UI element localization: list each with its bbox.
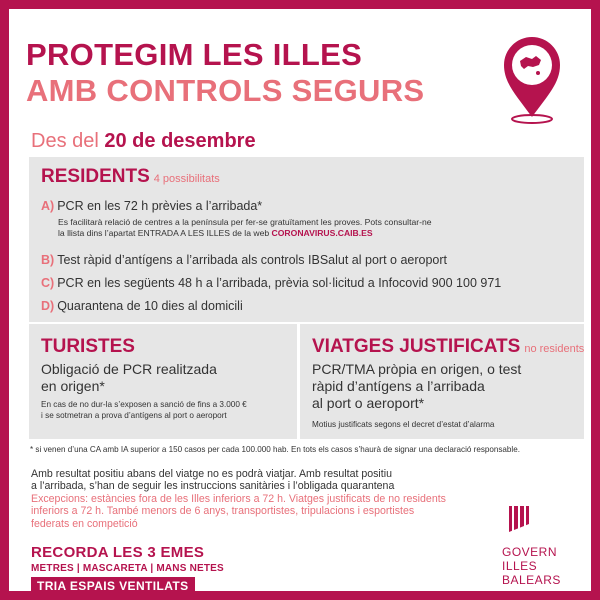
title-line2: AMB CONTROLS SEGURS — [26, 73, 425, 108]
justified-req-line3: al port o aeroport* — [312, 395, 425, 411]
justified-title — [312, 336, 584, 358]
location-pin-icon — [492, 27, 572, 127]
residents-option-b — [41, 253, 447, 267]
justified-requirement — [312, 361, 521, 412]
start-date-value: 20 de desembre — [104, 130, 256, 152]
footnote: * si venen d’una CA amb IA superior a 150 casos per cada 100.000 hab. En tots els casos s’haurà de signar una declaració responsable. — [30, 445, 520, 454]
tourists-requirement — [41, 361, 217, 395]
justified-req-line2: ràpid d’antígens a l’arribada — [312, 378, 485, 394]
exceptions-line2: inferiors a 72 h. També menors de 6 anys, transportistes, tripulacions i esportistes — [31, 505, 415, 518]
government-emblem-icon — [509, 506, 529, 532]
residents-title — [41, 166, 220, 188]
option-text: Quarantena de 10 dies al domicili — [57, 299, 243, 313]
justified-trips-panel — [300, 324, 584, 439]
justified-note: Motius justificats segons el decret d’estat d’alarma — [312, 420, 495, 429]
coronavirus-link[interactable]: CORONAVIRUS.CAIB.ES — [271, 228, 373, 238]
justified-title-text: VIATGES JUSTIFICATS — [312, 336, 521, 357]
option-text: PCR en les 72 h prèvies a l’arribada* — [57, 199, 263, 213]
remember-block — [31, 544, 224, 591]
tourists-req-line2: en origen* — [41, 378, 105, 394]
gov-line3: BALEARS — [502, 573, 561, 587]
residents-option-a-note — [58, 217, 432, 239]
government-name — [502, 545, 584, 587]
justified-subtitle: no residents — [524, 343, 585, 355]
start-date-prefix: Des del — [31, 130, 99, 152]
exceptions-line3: federats en competició — [31, 517, 138, 530]
note-line1: Es facilitarà relació de centres a la península per fer-se gratuïtament les proves. Pots consultar-ne — [58, 217, 432, 227]
start-date — [31, 130, 256, 153]
note-line2: la llista dins l’apartat ENTRADA A LES ILLES de la web — [58, 228, 270, 238]
option-letter: D) — [41, 299, 55, 313]
option-letter: B) — [41, 253, 55, 267]
title-line1: PROTEGIM LES ILLES — [26, 37, 363, 72]
tourists-panel — [29, 324, 297, 439]
result-line1: Amb resultat positiu abans del viatge no es podrà viatjar. Amb resultat positiu — [31, 468, 392, 480]
tourists-note-line2: i se sotmetran a prova d’antígens al port o aeroport — [41, 410, 227, 420]
residents-panel — [29, 157, 584, 322]
residents-option-c — [41, 276, 501, 290]
exceptions-line1: Excepcions: estàncies fora de les Illes inferiors a 72 h. Viatges justificats de no residents — [31, 492, 446, 505]
gov-line1: GOVERN — [502, 545, 558, 559]
justified-req-line1: PCR/TMA pròpia en origen, o test — [312, 361, 522, 377]
option-letter: A) — [41, 199, 55, 213]
residents-option-d — [41, 299, 243, 313]
gov-line2: ILLES — [502, 559, 538, 573]
remember-items: METRES | MASCARETA | MANS NETES — [31, 563, 224, 574]
option-text: PCR en les següents 48 h a l’arribada, prèvia sol·licitud a Infocovid 900 100 971 — [57, 276, 502, 290]
remember-title: RECORDA LES 3 EMES — [31, 544, 205, 561]
tourists-title: TURISTES — [41, 336, 135, 357]
residents-title-text: RESIDENTS — [41, 166, 150, 187]
option-text: Test ràpid d’antígens a l’arribada als controls IBSalut al port o aeroport — [57, 253, 448, 267]
option-letter: C) — [41, 276, 55, 290]
result-line2: a l’arribada, s’han de seguir les instruccions sanitàries i l’obligada quarantena — [31, 480, 395, 493]
government-logo — [502, 506, 584, 587]
tourists-req-line1: Obligació de PCR realitzada — [41, 361, 217, 377]
tourists-note-line1: En cas de no dur-la s’exposen a sanció de fins a 3.000 € — [41, 400, 247, 409]
result-info — [31, 468, 471, 530]
tourists-sanction-note — [41, 400, 247, 421]
poster — [9, 9, 591, 591]
residents-subtitle: 4 possibilitats — [153, 173, 220, 185]
residents-option-a — [41, 199, 262, 213]
remember-bar: TRIA ESPAIS VENTILATS — [31, 577, 195, 591]
